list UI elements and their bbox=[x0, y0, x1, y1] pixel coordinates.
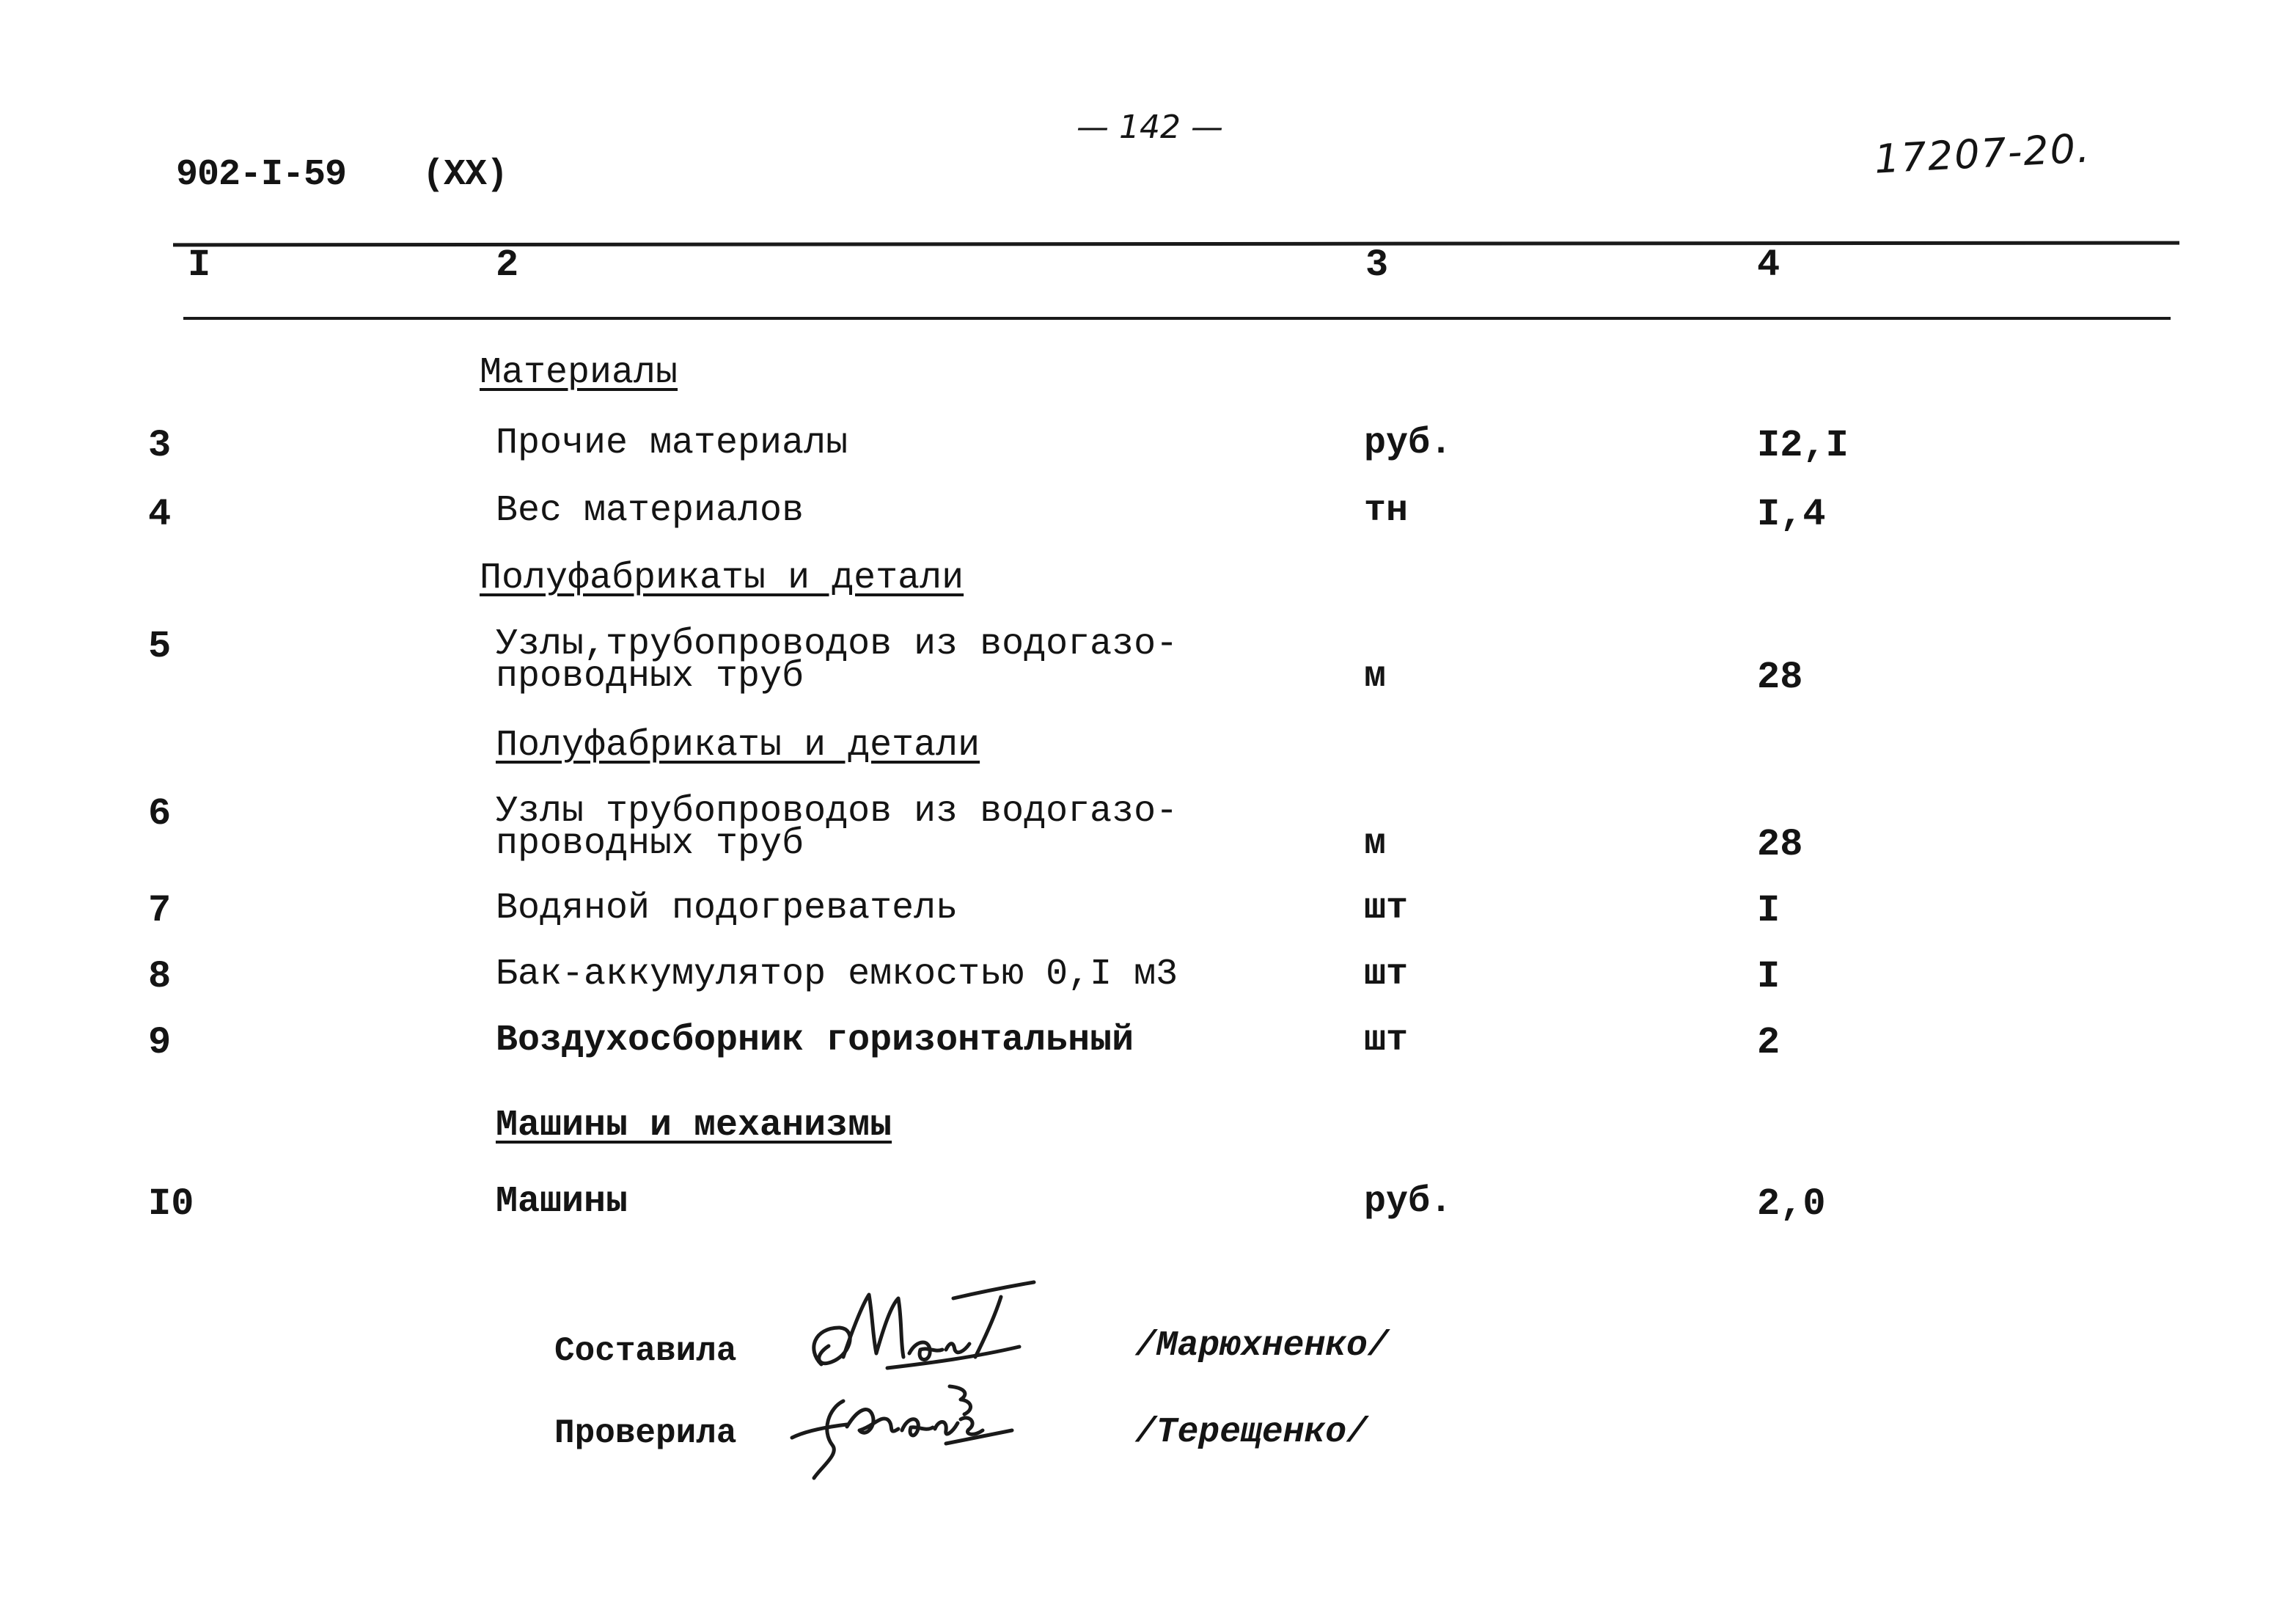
row-unit: м bbox=[1364, 823, 1387, 865]
sheet-code: 17207-20. bbox=[1873, 125, 2092, 183]
row-name-line-2: проводных труб bbox=[496, 656, 804, 698]
row-quantity: I bbox=[1757, 889, 1780, 932]
row-name-line-2: проводных труб bbox=[496, 823, 804, 865]
column-header-4: 4 bbox=[1757, 244, 1780, 287]
signature-checker bbox=[777, 1357, 1027, 1489]
row-unit: руб. bbox=[1364, 423, 1453, 464]
row-unit: шт bbox=[1364, 888, 1409, 929]
row-number: 5 bbox=[148, 625, 172, 668]
row-quantity: I,4 bbox=[1757, 493, 1826, 536]
page-number: — 142 — bbox=[1077, 109, 1223, 146]
row-name: Воздухосборник горизонтальный bbox=[496, 1020, 1134, 1061]
checked-by-label: Проверила bbox=[554, 1414, 737, 1452]
row-unit: м bbox=[1364, 656, 1387, 698]
row-number: 7 bbox=[148, 889, 172, 932]
compiled-by-name: /Марюхненко/ bbox=[1135, 1326, 1389, 1366]
table-header-rule bbox=[183, 317, 2171, 320]
row-quantity: 28 bbox=[1757, 656, 1803, 699]
row-name: Машины bbox=[496, 1181, 628, 1223]
row-unit: шт bbox=[1364, 954, 1409, 995]
row-quantity: I bbox=[1757, 955, 1780, 998]
column-header-1: I bbox=[188, 244, 211, 287]
row-name-line-1: Узлы,трубопроводов из водогазо- bbox=[496, 623, 1178, 665]
column-header-3: 3 bbox=[1365, 244, 1389, 287]
row-quantity: 28 bbox=[1757, 823, 1803, 866]
table-top-rule bbox=[173, 241, 2179, 247]
row-unit: тн bbox=[1364, 490, 1409, 532]
compiled-by-label: Составила bbox=[554, 1332, 737, 1370]
row-name: Прочие материалы bbox=[496, 423, 848, 464]
row-quantity: 2,0 bbox=[1757, 1182, 1826, 1226]
checked-by-name: /Терещенко/ bbox=[1135, 1413, 1368, 1452]
row-number: I0 bbox=[148, 1182, 194, 1226]
section-semi-finished-2: Полуфабрикаты и детали bbox=[496, 725, 980, 767]
column-header-2: 2 bbox=[496, 244, 519, 287]
row-name: Бак-аккумулятор емкостью 0,I м3 bbox=[496, 954, 1178, 995]
row-unit: руб. bbox=[1364, 1181, 1453, 1223]
row-quantity: 2 bbox=[1757, 1021, 1780, 1064]
section-semi-finished-1: Полуфабрикаты и детали bbox=[480, 557, 964, 599]
document-part: (XX) bbox=[422, 154, 508, 196]
row-number: 4 bbox=[148, 493, 172, 536]
section-materials: Материалы bbox=[480, 352, 678, 394]
row-name-line-1: Узлы трубопроводов из водогазо- bbox=[496, 791, 1178, 833]
row-unit: шт bbox=[1364, 1020, 1409, 1061]
row-number: 8 bbox=[148, 955, 172, 998]
row-name: Вес материалов bbox=[496, 490, 804, 532]
row-name: Водяной подогреватель bbox=[496, 888, 958, 929]
row-number: 3 bbox=[148, 424, 172, 467]
section-machines: Машины и механизмы bbox=[496, 1105, 892, 1146]
document-code: 902-I-59 bbox=[176, 154, 347, 196]
row-number: 9 bbox=[148, 1021, 172, 1064]
row-quantity: I2,I bbox=[1757, 424, 1849, 467]
row-number: 6 bbox=[148, 792, 172, 835]
